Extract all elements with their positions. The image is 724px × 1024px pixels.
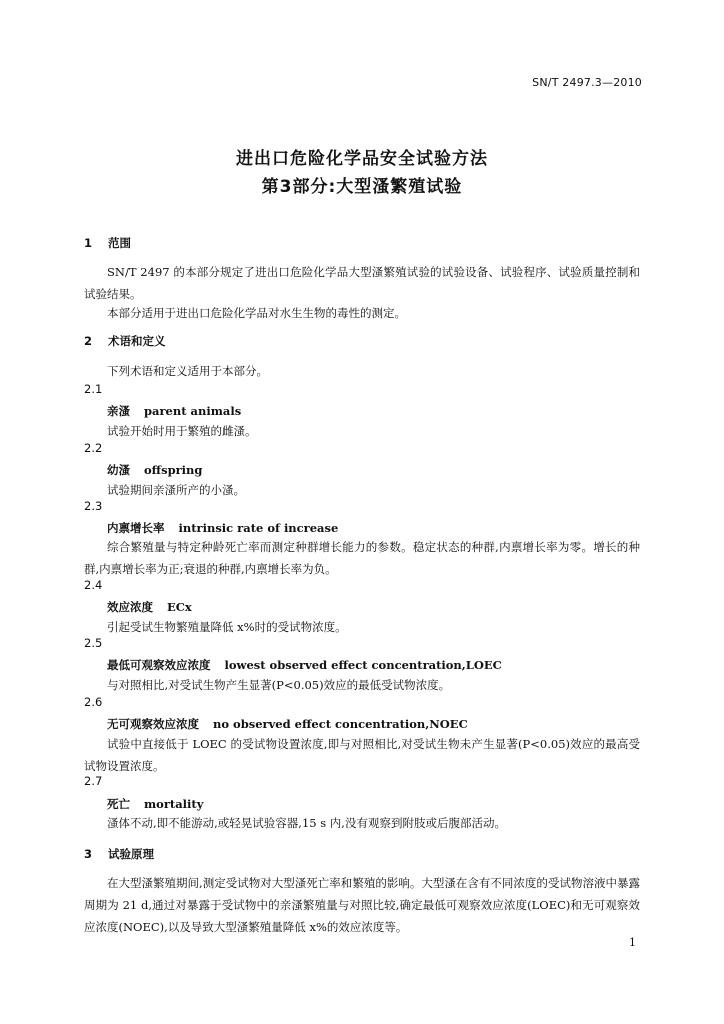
term-heading xyxy=(107,520,338,536)
term-heading xyxy=(107,403,241,419)
term-number: 2.5 xyxy=(84,636,103,650)
term-number: 2.3 xyxy=(84,499,103,513)
term-definition: 综合繁殖量与特定种龄死亡率而测定种群增长能力的参数。稳定状态的种群,内禀增长率为零。增长的种群,内禀增长率为正;衰退的种群,内禀增长率为负。 xyxy=(84,540,640,576)
section-1-paragraph-2: 本部分适用于进出口危险化学品对水生生物的毒性的测定。 xyxy=(107,306,406,320)
section-1-heading xyxy=(84,235,131,251)
section-1-number: 1 xyxy=(84,236,93,250)
term-definition: 试验开始时用于繁殖的雌溞。 xyxy=(107,424,257,438)
term-english: parent animals xyxy=(144,404,242,418)
section-3-title: 试验原理 xyxy=(108,847,155,861)
term-number: 2.4 xyxy=(84,578,103,592)
term-chinese: 内禀增长率 xyxy=(107,521,165,535)
term-number: 2.1 xyxy=(84,382,103,396)
term-heading xyxy=(107,599,192,615)
term-english: intrinsic rate of increase xyxy=(178,521,339,535)
section-1-paragraph-1: SN/T 2497 的本部分规定了进出口危险化学品大型溞繁殖试验的试验设备、试验程序、试验质量控制和试验结果。 xyxy=(84,265,640,301)
term-english: ECx xyxy=(167,600,192,614)
document-title: 进出口危险化学品安全试验方法 xyxy=(236,149,488,169)
term-definition: 与对照相比,对受试生物产生显著(P<0.05)效应的最低受试物浓度。 xyxy=(107,678,451,692)
document-subtitle: 第3部分:大型溞繁殖试验 xyxy=(261,177,463,197)
term-chinese: 无可观察效应浓度 xyxy=(107,717,199,731)
term-definition: 试验期间亲溞所产的小溞。 xyxy=(107,483,245,497)
section-1-title: 范围 xyxy=(108,236,132,250)
section-2-heading xyxy=(84,333,166,349)
term-number: 2.2 xyxy=(84,441,103,455)
term-definition: 溞体不动,即不能游动,或轻晃试验容器,15 s 内,没有观察到附肢或后腹部活动。 xyxy=(107,816,506,830)
term-number: 2.7 xyxy=(84,774,103,788)
term-chinese: 幼溞 xyxy=(107,463,130,477)
term-heading xyxy=(107,462,202,478)
term-heading xyxy=(107,796,203,812)
term-chinese: 亲溞 xyxy=(107,404,130,418)
section-2-title: 术语和定义 xyxy=(108,334,166,348)
term-number: 2.6 xyxy=(84,695,103,709)
standard-number: SN/T 2497.3—2010 xyxy=(532,76,642,89)
section-2-intro: 下列术语和定义适用于本部分。 xyxy=(107,364,268,378)
term-english: offspring xyxy=(144,463,203,477)
term-chinese: 死亡 xyxy=(107,797,130,811)
section-2-number: 2 xyxy=(84,334,93,348)
term-chinese: 效应浓度 xyxy=(107,600,153,614)
section-3-number: 3 xyxy=(84,847,93,861)
section-3-paragraph: 在大型溞繁殖期间,测定受试物对大型溞死亡率和繁殖的影响。大型溞在含有不同浓度的受试物溶液中暴露周期为 21 d,通过对暴露于受试物中的亲溞繁殖量与对照比较,确定最低可观察效应浓度(LOEC)和无可观察效应浓度(NOEC),以及导致大型溞繁殖量降低 x%的效应浓度等。 xyxy=(84,876,640,934)
term-english: no observed effect concentration,NOEC xyxy=(213,717,468,731)
term-english: mortality xyxy=(144,797,204,811)
term-definition: 引起受试生物繁殖量降低 x%时的受试物浓度。 xyxy=(107,620,347,634)
page-number: 1 xyxy=(629,936,636,949)
term-chinese: 最低可观察效应浓度 xyxy=(107,658,211,672)
term-heading xyxy=(107,657,502,673)
term-definition: 试验中直接低于 LOEC 的受试物设置浓度,即与对照相比,对受试生物未产生显著(P<0.05)效应的最高受试物设置浓度。 xyxy=(84,737,640,773)
section-3-heading xyxy=(84,846,154,862)
term-heading xyxy=(107,716,468,732)
term-english: lowest observed effect concentration,LOEC xyxy=(224,658,502,672)
